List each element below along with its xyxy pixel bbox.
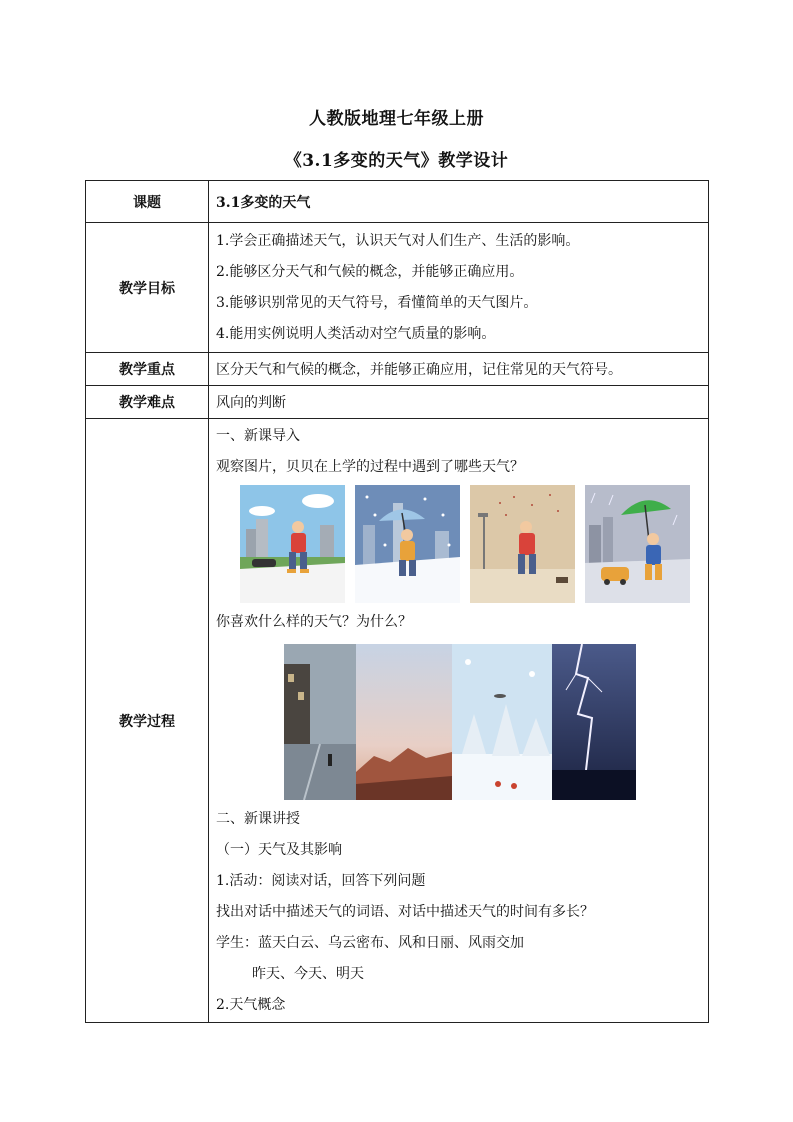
process-line: 找出对话中描述天气的词语、对话中描述天气的时间有多长？ [216,904,594,920]
objectives-list [209,223,709,353]
objective-item: 3.能够识别常见的天气符号，看懂简单的天气图片。 [216,294,538,311]
key-points-value: 区分天气和气候的概念，并能够正确应用，记住常见的天气符号。 [209,353,709,386]
difficulties-value: 风向的判断 [209,386,709,419]
document-title: 人教版地理七年级上册 [309,109,484,129]
process-label: 教学过程 [86,419,209,1023]
rainstorm-scene [585,485,690,603]
table-row-difficulties [86,386,709,419]
sandstorm-scene [470,485,575,603]
rainy-street-photo [284,644,356,800]
snowy-forest-photo [452,644,552,800]
key-points-label: 教学重点 [86,353,209,386]
weather-illustrations [216,483,701,607]
difficulties-label: 教学难点 [86,386,209,419]
process-line: （一）天气及其影响 [216,842,342,858]
objective-item: 2.能够区分天气和气候的概念，并能够正确应用。 [216,263,524,280]
table-row-topic [86,181,709,223]
process-line: 观察图片，贝贝在上学的过程中遇到了哪些天气？ [216,459,524,475]
sunny-scene [240,485,345,603]
process-line: 昨天、今天、明天 [252,966,364,982]
process-line: 一、新课导入 [216,428,300,444]
process-line: 1.活动：阅读对话，回答下列问题 [216,873,426,889]
process-line: 二、新课讲授 [216,811,300,827]
topic-label: 课题 [86,181,209,223]
lesson-plan-table [85,180,709,1023]
lightning-photo [552,644,636,800]
topic-value: 3.1多变的天气 [209,181,709,223]
document-subtitle: 《3.1多变的天气》教学设计 [284,151,509,171]
process-content [209,419,709,1023]
process-line: 学生：蓝天白云、乌云密布、风和日丽、风雨交加 [216,935,524,951]
table-row-objectives [86,223,709,353]
process-line: 你喜欢什么样的天气？为什么？ [216,614,412,630]
sunset-mountain-photo [356,644,452,800]
weather-photos [216,638,701,804]
snowy-scene [355,485,460,603]
objectives-label: 教学目标 [86,223,209,353]
process-line: 2.天气概念 [216,997,286,1013]
table-row-key-points [86,353,709,386]
objective-item: 4.能用实例说明人类活动对空气质量的影响。 [216,325,496,342]
table-row-process [86,419,709,1023]
objective-item: 1.学会正确描述天气，认识天气对人们生产、生活的影响。 [216,232,580,249]
